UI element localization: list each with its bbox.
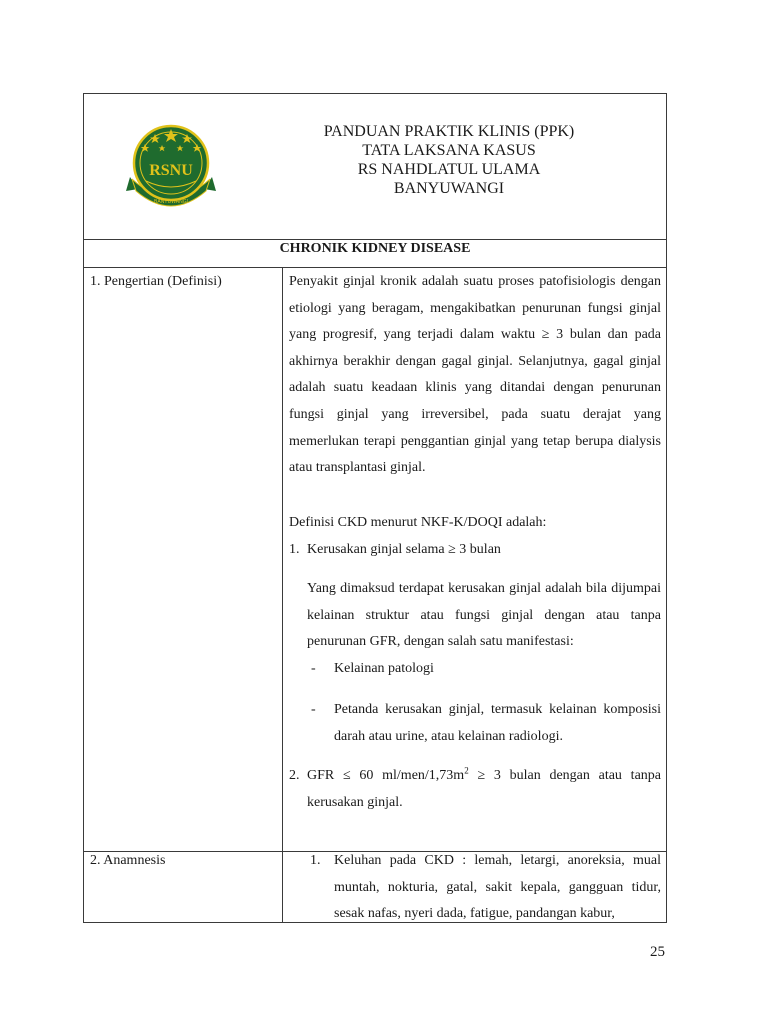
item-number: 2. <box>289 768 300 783</box>
header-line-ppk: PANDUAN PRAKTIK KLINIS (PPK) <box>323 123 575 140</box>
header-section <box>84 94 666 240</box>
page-number: 25 <box>650 944 665 960</box>
column-divider <box>282 268 283 923</box>
header-line-tata-laksana: TATA LAKSANA KASUS <box>362 142 536 159</box>
header-title-block <box>279 122 619 198</box>
bullet-item: Petanda kerusakan ginjal, termasuk kelainan komposisi darah atau urine, atau kelainan radiologi. <box>334 702 661 744</box>
rsnu-logo <box>124 119 218 215</box>
ckd-definition-intro: Definisi CKD menurut NKF-K/DOQI adalah: <box>289 515 547 530</box>
definition-paragraph: Penyakit ginjal kronik adalah suatu proses patofisiologis dengan etiologi yang beragam, mengakibatkan penurunan fungsi ginjal yang progresif, yang terjadi dalam waktu ≥ 3 bulan dan pada akhirnya berakhir dengan gagal ginjal. Selanjutnya, gagal ginjal adalah suatu keadaan klinis yang ditandai dengan penurunan fungsi ginjal yang irreversibel, pada suatu derajat yang memerlukan terapi penggantian ginjal yang tetap berupa dialysis atau transplantasi ginjal. <box>289 274 661 476</box>
row-label-pengertian: 1. Pengertian (Definisi) <box>90 274 222 289</box>
item1-text: Kerusakan ginjal selama ≥ 3 bulan <box>307 542 501 557</box>
svg-text:BANYUWANGI: BANYUWANGI <box>154 199 188 205</box>
document-title: CHRONIK KIDNEY DISEASE <box>84 239 666 268</box>
item-number: 1. <box>310 853 321 868</box>
bullet-dash: - <box>311 702 316 717</box>
ppk-document-table <box>83 93 667 923</box>
bullet-item: Kelainan patologi <box>334 661 434 676</box>
svg-text:RSNU: RSNU <box>149 162 193 179</box>
header-line-city: BANYUWANGI <box>393 180 505 197</box>
item1-description: Yang dimaksud terdapat kerusakan ginjal adalah bila dijumpai kelainan struktur atau fungsi ginjal dengan atau tanpa penurunan GFR, dengan salah satu manifestasi: <box>307 581 661 650</box>
bullet-dash: - <box>311 661 316 676</box>
item2-text: GFR ≤ 60 $ml/men/1,73m^2 \ge 3$ bulan dengan atau tanpa kerusakan ginjal. <box>307 765 661 810</box>
row-label-anamnesis: 2. Anamnesis <box>90 853 166 868</box>
header-line-hospital: RS NAHDLATUL ULAMA <box>357 161 541 178</box>
anamnesis-item: Keluhan pada CKD : lemah, letargi, anoreksia, mual muntah, nokturia, gatal, sakit kepala, gangguan tidur, sesak nafas, nyeri dada, fatigue, pandangan kabur, <box>334 853 661 922</box>
item-number: 1. <box>289 542 300 557</box>
